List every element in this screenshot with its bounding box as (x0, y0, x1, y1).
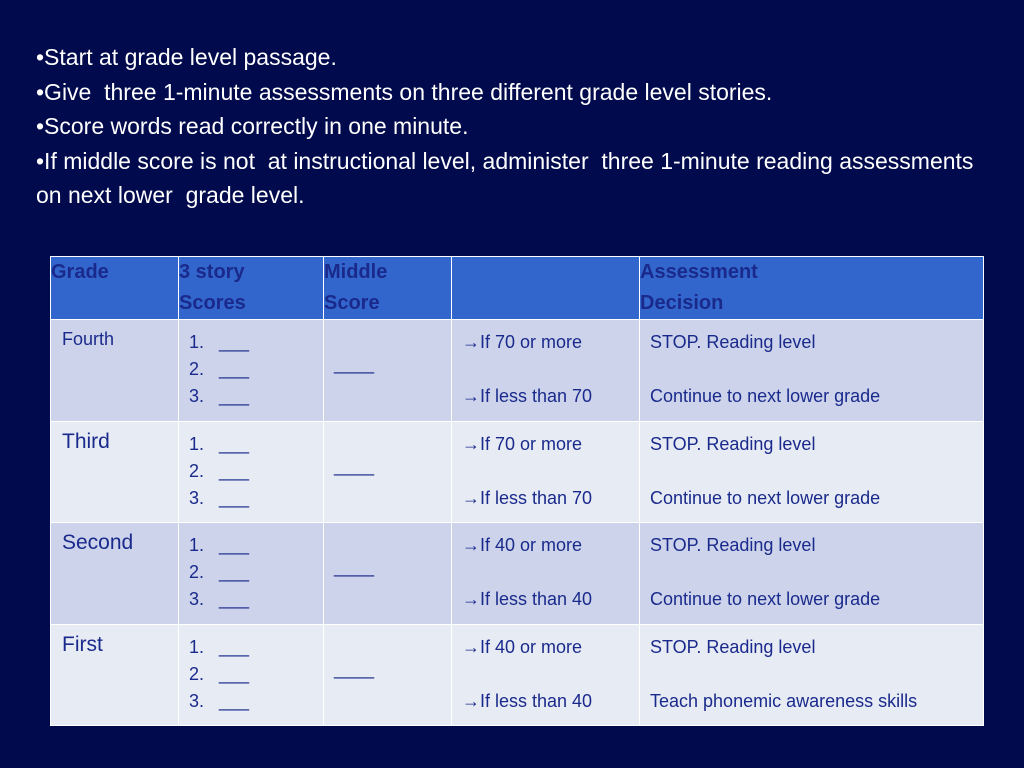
decision-1: STOP. Reading level (650, 332, 816, 352)
decision-1: STOP. Reading level (650, 535, 816, 555)
condition-1: If 40 or more (480, 636, 583, 657)
score-blank-1: 1. ___ (189, 332, 250, 352)
score-blank-2: 2. ___ (189, 460, 250, 481)
decision-1: STOP. Reading level (650, 636, 816, 657)
score-blank-3: 3. ___ (189, 589, 250, 609)
bullet-2: •Give three 1-minute assessments on three different grade level stories. (36, 78, 773, 105)
middle-score-cell: ____ (324, 624, 452, 726)
header-middle-score: Middle Score (324, 257, 452, 320)
condition-cell (452, 320, 640, 422)
decision-1: STOP. Reading level (650, 433, 816, 454)
arrow-right-icon: → (462, 332, 480, 352)
bullet-3: •Score words read correctly in one minute. (36, 113, 469, 139)
decision-cell (640, 421, 984, 523)
header-condition (452, 257, 640, 320)
middle-score-cell: ____ (324, 421, 452, 523)
arrow-right-icon: → (462, 535, 480, 555)
condition-1: If 70 or more (480, 433, 583, 454)
header-story-scores: 3 story Scores (179, 257, 324, 320)
condition-2: If less than 40 (480, 690, 593, 711)
decision-2: Teach phonemic awareness skills (650, 690, 918, 711)
arrow-right-icon: → (462, 589, 480, 609)
instructions-text (36, 40, 996, 213)
decision-2: Continue to next lower grade (650, 487, 881, 508)
arrow-right-icon: → (462, 690, 480, 711)
story-scores-cell (179, 421, 324, 523)
grade-cell: Fourth (51, 320, 179, 422)
condition-1: If 40 or more (480, 535, 583, 555)
decision-2: Continue to next lower grade (650, 386, 881, 406)
condition-2: If less than 70 (480, 386, 593, 406)
story-scores-cell (179, 523, 324, 625)
arrow-right-icon: → (462, 487, 480, 508)
table-row (51, 320, 984, 422)
score-blank-1: 1. ___ (189, 535, 250, 555)
assessment-table (50, 256, 984, 726)
condition-2: If less than 70 (480, 487, 593, 508)
score-blank-2: 2. ___ (189, 663, 250, 684)
grade-cell: Third (51, 421, 179, 523)
condition-cell (452, 523, 640, 625)
decision-cell (640, 624, 984, 726)
bullet-4: •If middle score is not at instructional level, administer three 1-minute reading assessments on next lower grade level. (36, 147, 980, 208)
arrow-right-icon: → (462, 386, 480, 406)
header-row (51, 257, 984, 320)
decision-2: Continue to next lower grade (650, 589, 881, 609)
score-blank-2: 2. ___ (189, 359, 250, 379)
decision-cell (640, 523, 984, 625)
header-grade: Grade (51, 257, 179, 320)
score-blank-3: 3. ___ (189, 386, 250, 406)
grade-cell: First (51, 624, 179, 726)
table-row (51, 421, 984, 523)
story-scores-cell (179, 624, 324, 726)
condition-cell (452, 421, 640, 523)
bullet-1: •Start at grade level passage. (36, 44, 337, 70)
grade-cell: Second (51, 523, 179, 625)
condition-2: If less than 40 (480, 589, 593, 609)
score-blank-3: 3. ___ (189, 690, 250, 711)
middle-score-cell: ____ (324, 523, 452, 625)
decision-cell (640, 320, 984, 422)
score-blank-3: 3. ___ (189, 487, 250, 508)
condition-1: If 70 or more (480, 332, 583, 352)
score-blank-1: 1. ___ (189, 433, 250, 454)
score-blank-1: 1. ___ (189, 636, 250, 657)
header-assessment-decision: Assessment Decision (640, 257, 984, 320)
condition-cell (452, 624, 640, 726)
story-scores-cell (179, 320, 324, 422)
arrow-right-icon: → (462, 636, 480, 657)
table-row (51, 624, 984, 726)
arrow-right-icon: → (462, 433, 480, 454)
table-row (51, 523, 984, 625)
middle-score-cell: ____ (324, 320, 452, 422)
score-blank-2: 2. ___ (189, 562, 250, 582)
